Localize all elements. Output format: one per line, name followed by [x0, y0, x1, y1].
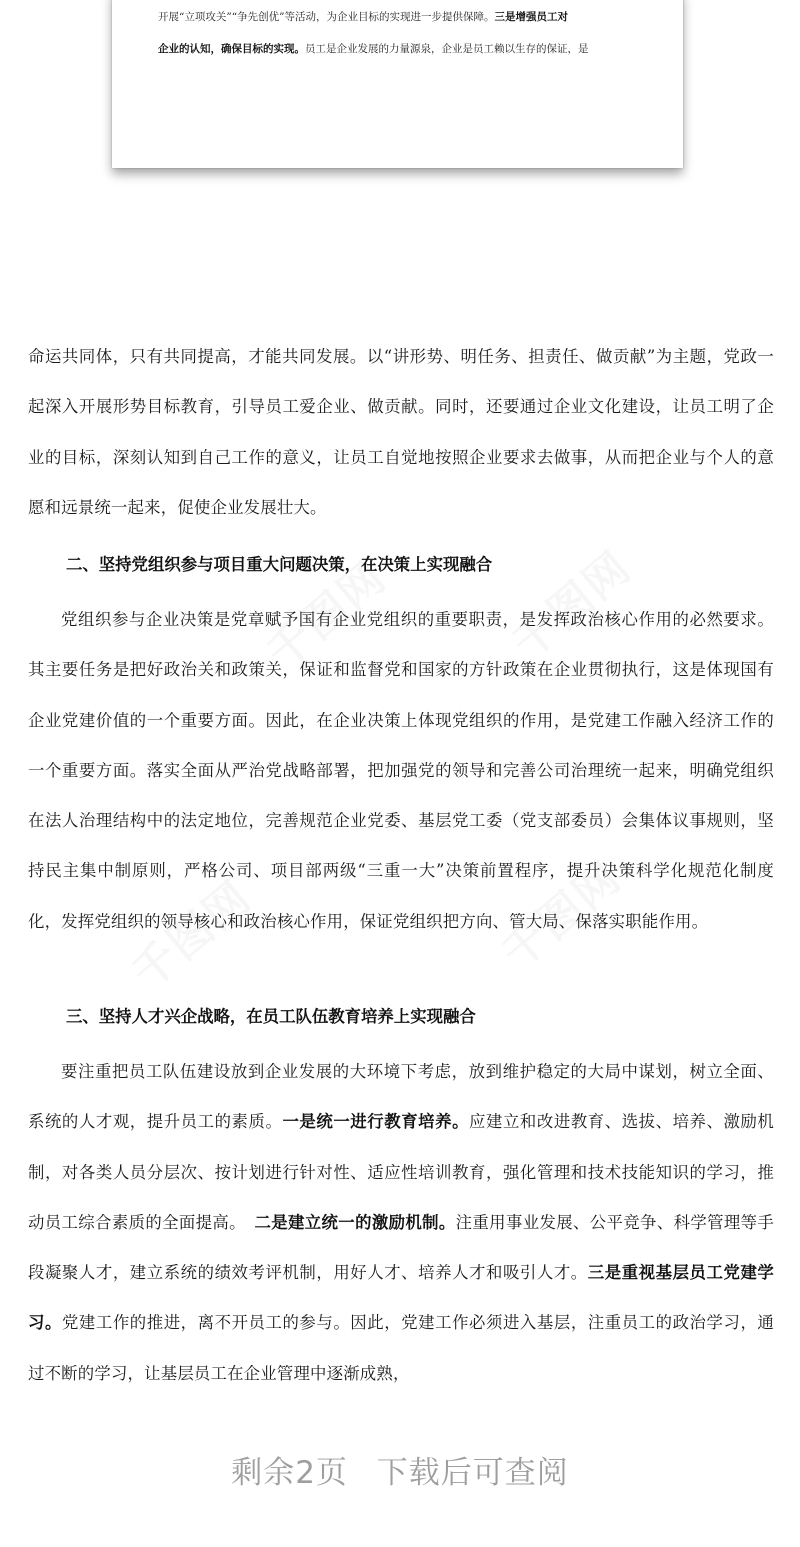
bold-point-1: 一是统一进行教育培养。 — [282, 1112, 470, 1132]
previous-page-card — [112, 0, 683, 168]
download-prompt[interactable] — [0, 1447, 800, 1492]
card-text-line-1: 开展“立项攻关”“争先创优”等活动，为企业目标的实现进一步提供保障。三是增强员工对 — [158, 11, 568, 23]
section-heading-2: 二、坚持党组织参与项目重大问题决策，在决策上实现融合 — [66, 555, 493, 574]
paragraph-2: 党组织参与企业决策是党章赋予国有企业党组织的重要职责，是发挥政治核心作用的必然要求。其主要任务是把好政治关和政策关，保证和监督党和国家的方针政策在企业贯彻执行，这是体现国有企业党建价值的一个重要方面。因此，在企业决策上体现党组织的作用，是党建工作融入经济工作的一个重要方面。落实全面从严治党战略部署，把加强党的领导和完善公司治理统一起来，明确党组织在法人治理结构中的法定地位，完善规范企业党委、基层党工委（党支部委员）会集体议事规则，坚持民主集中制原则，严格公司、项目部两级“三重一大”决策前置程序，提升决策科学化规范化制度化，发挥党组织的领导核心和政治核心作用，保证党组织把方向、管大局、保落实职能作用。 — [28, 610, 774, 931]
paragraph-3: 要注重把员工队伍建设放到企业发展的大环境下考虑，放到维护稳定的大局中谋划，树立全面、系统的人才观，提升员工的素质。一是统一进行教育培养。应建立和改进教育、选拔、培养、激励机制，对各类人员分层次、按计划进行针对性、适应性培训教育，强化管理和技术技能知识的学习，推动员工综合素质的全面提高。 二是建立统一的激励机制。注重用事业发展、公平竞争、科学管理等手段凝聚人才，建立系统的绩效考评机制，用好人才、培养人才和吸引人才。三是重视基层员工党建学习。党建工作的推进，离不开员工的参与。因此，党建工作必须进入基层，注重员工的政治学习，通过不断的学习，让基层员工在企业管理中逐渐成熟， — [28, 1062, 775, 1383]
bold-point-3: 三是重视基层员工党建学习。 — [28, 1263, 774, 1333]
download-hint-label: 下载后可查阅 — [376, 1455, 569, 1491]
bold-point-2: 二是建立统一的激励机制。 — [254, 1212, 456, 1232]
section-heading-3: 三、坚持人才兴企战略，在员工队伍教育培养上实现融合 — [66, 1007, 476, 1026]
remaining-pages-label: 剩余2页 — [231, 1455, 348, 1491]
card-text-line-2: 企业的认知，确保目标的实现。员工是企业发展的力量源泉，企业是员工赖以生存的保证，是 — [158, 43, 589, 55]
paragraph-1: 命运共同体，只有共同提高，才能共同发展。以“讲形势、明任务、担责任、做贡献”为主题，党政一起深入开展形势目标教育，引导员工爱企业、做贡献。同时，还要通过企业文化建设，让员工明了企业的目标，深刻认知到自己工作的意义，让员工自觉地按照企业要求去做事，从而把企业与个人的意愿和远景统一起来，促使企业发展壮大。 — [28, 347, 774, 517]
